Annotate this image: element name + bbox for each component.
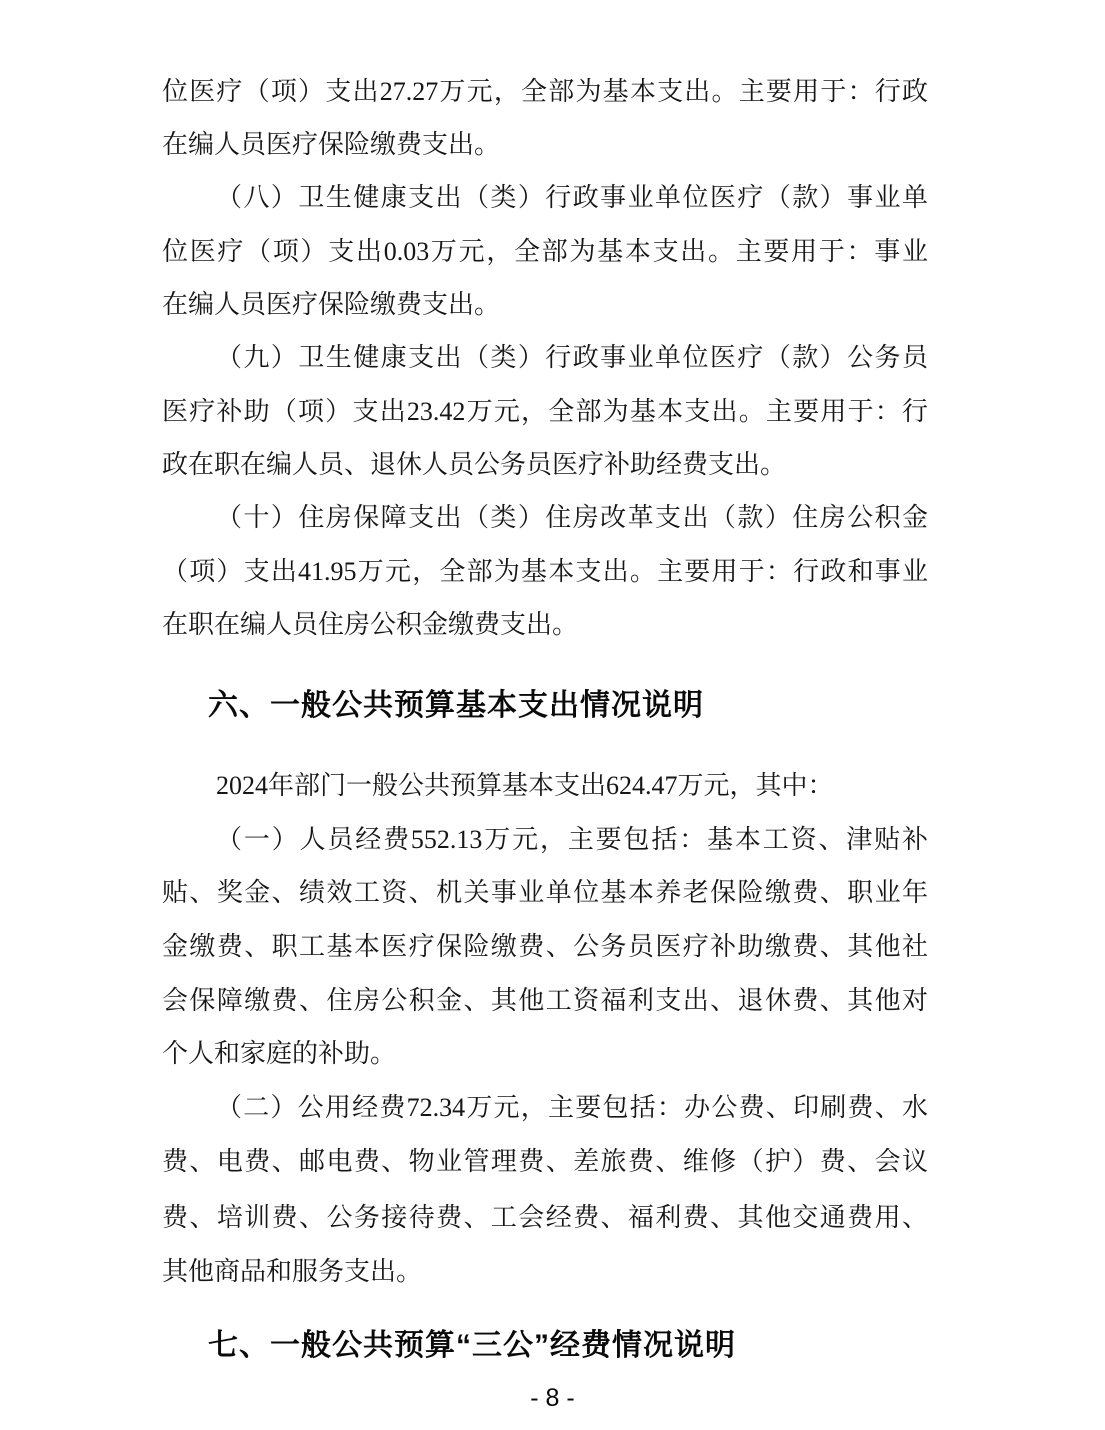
text-line: 金缴费、职工基本医疗保险缴费、公务员医疗补助缴费、其他社	[162, 932, 928, 961]
text-line: 位医疗（项）支出0.03万元，全部为基本支出。主要用于：事业	[162, 237, 928, 266]
text-line: （一）人员经费552.13万元，主要包括：基本工资、津贴补	[216, 825, 928, 854]
text-line: 贴、奖金、绩效工资、机关事业单位基本养老保险缴费、职业年	[162, 878, 928, 907]
text-line: 在编人员医疗保险缴费支出。	[162, 130, 501, 159]
text-line: 在编人员医疗保险缴费支出。	[162, 290, 501, 319]
text-line: （八）卫生健康支出（类）行政事业单位医疗（款）事业单	[216, 183, 928, 212]
section-heading-seven: 七、一般公共预算“三公”经费情况说明	[208, 1329, 736, 1362]
text-line: 费、培训费、公务接待费、工会经费、福利费、其他交通费用、	[162, 1203, 928, 1232]
section-heading-six: 六、一般公共预算基本支出情况说明	[208, 689, 704, 722]
page-number: - 8 -	[530, 1384, 575, 1412]
text-line: 其他商品和服务支出。	[162, 1257, 423, 1286]
text-line: 在职在编人员住房公积金缴费支出。	[162, 610, 579, 639]
text-line: （九）卫生健康支出（类）行政事业单位医疗（款）公务员	[216, 343, 928, 372]
text-line: 2024年部门一般公共预算基本支出624.47万元，其中：	[216, 771, 834, 800]
text-line: 会保障缴费、住房公积金、其他工资福利支出、退休费、其他对	[162, 986, 928, 1015]
text-line: （项）支出41.95万元，全部为基本支出。主要用于：行政和事业	[162, 557, 928, 586]
text-line: （二）公用经费72.34万元，主要包括：办公费、印刷费、水	[216, 1093, 928, 1122]
text-line: 位医疗（项）支出27.27万元，全部为基本支出。主要用于：行政	[162, 77, 928, 106]
text-line: （十）住房保障支出（类）住房改革支出（款）住房公积金	[216, 503, 928, 532]
text-line: 政在职在编人员、退休人员公务员医疗补助经费支出。	[162, 450, 787, 479]
text-line: 医疗补助（项）支出23.42万元，全部为基本支出。主要用于：行	[162, 397, 928, 426]
text-line: 个人和家庭的补助。	[162, 1039, 397, 1068]
text-line: 费、电费、邮电费、物业管理费、差旅费、维修（护）费、会议	[162, 1147, 928, 1176]
